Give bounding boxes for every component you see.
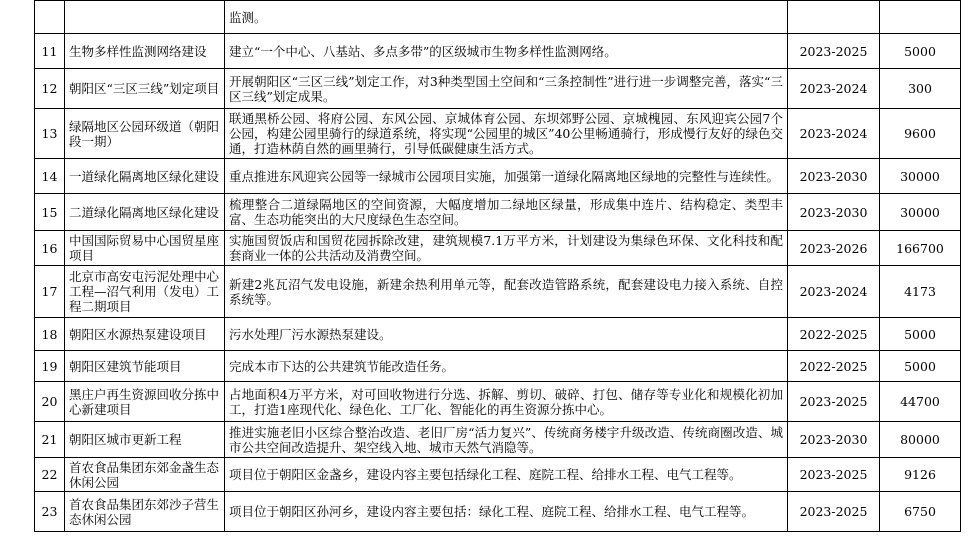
project-description: 完成本市下达的公共建筑节能改造任务。 <box>225 351 788 382</box>
project-period: 2023-2025 <box>788 458 880 492</box>
table-row <box>35 318 961 351</box>
row-number: 23 <box>35 492 65 532</box>
table-row <box>35 351 961 382</box>
table-row <box>35 34 961 69</box>
row-number: 11 <box>35 34 65 69</box>
project-name: 二道绿化隔离地区绿化建设 <box>65 194 225 231</box>
investment-amount: 9600 <box>880 109 961 159</box>
row-number: 13 <box>35 109 65 159</box>
row-number: 21 <box>35 422 65 458</box>
table-row <box>35 492 961 532</box>
row-number: 17 <box>35 266 65 318</box>
investment-amount: 44700 <box>880 382 961 422</box>
project-name: 一道绿化隔离地区绿化建设 <box>65 159 225 194</box>
table-row <box>35 194 961 231</box>
investment-amount: 6750 <box>880 492 961 532</box>
project-description: 项目位于朝阳区金盏乡，建设内容主要包括绿化工程、庭院工程、给排水工程、电气工程等。 <box>225 458 788 492</box>
project-period: 2023-2025 <box>788 492 880 532</box>
project-description: 新建2兆瓦沼气发电设施，新建余热利用单元等，配套改造管路系统，配套建设电力接入系统、自控系统等。 <box>225 266 788 318</box>
project-period: 2023-2026 <box>788 231 880 266</box>
row-number: 12 <box>35 69 65 109</box>
project-name: 朝阳区建筑节能项目 <box>65 351 225 382</box>
row-number: 15 <box>35 194 65 231</box>
project-name: 朝阳区“三区三线”划定项目 <box>65 69 225 109</box>
investment-amount: 30000 <box>880 159 961 194</box>
investment-amount: 80000 <box>880 422 961 458</box>
investment-amount: 5000 <box>880 351 961 382</box>
row-number: 18 <box>35 318 65 351</box>
investment-amount: 4173 <box>880 266 961 318</box>
table-row <box>35 458 961 492</box>
row-number: 14 <box>35 159 65 194</box>
row-number: 20 <box>35 382 65 422</box>
project-period: 2023-2030 <box>788 159 880 194</box>
investment-amount: 30000 <box>880 194 961 231</box>
project-period: 2023-2024 <box>788 266 880 318</box>
project-description: 项目位于朝阳区孙河乡，建设内容主要包括：绿化工程、庭院工程、给排水工程、电气工程等。 <box>225 492 788 532</box>
project-description: 推进实施老旧小区综合整治改造、老旧厂房“活力复兴”、传统商务楼宇升级改造、传统商圈改造、城市公共空间改造提升、架空线入地、城市天然气消隐等。 <box>225 422 788 458</box>
project-description: 实施国贸饭店和国贸花园拆除改建，建筑规模7.1万平方米，计划建设为集绿色环保、文化科技和配套商业一体的公共活动及消费空间。 <box>225 231 788 266</box>
project-name: 朝阳区水源热泵建设项目 <box>65 318 225 351</box>
project-description: 监测。 <box>225 1 788 34</box>
table-row <box>35 422 961 458</box>
project-period: 2023-2025 <box>788 382 880 422</box>
investment-amount: 166700 <box>880 231 961 266</box>
project-description: 污水处理厂污水源热泵建设。 <box>225 318 788 351</box>
table-body <box>35 1 961 532</box>
document-page <box>34 0 961 532</box>
project-name: 生物多样性监测网络建设 <box>65 34 225 69</box>
table-row <box>35 159 961 194</box>
project-description: 建立“一个中心、八基站、多点多带”的区级城市生物多样性监测网络。 <box>225 34 788 69</box>
project-period: 2023-2025 <box>788 34 880 69</box>
project-period: 2023-2030 <box>788 422 880 458</box>
row-number: 16 <box>35 231 65 266</box>
project-period: 2022-2025 <box>788 351 880 382</box>
project-name: 北京市高安屯污泥处理中心工程—沼气利用（发电）工程二期项目 <box>65 266 225 318</box>
project-name: 绿隔地区公园环级道（朝阳段一期） <box>65 109 225 159</box>
project-period <box>788 1 880 34</box>
investment-amount <box>880 1 961 34</box>
investment-amount: 5000 <box>880 318 961 351</box>
project-name: 朝阳区城市更新工程 <box>65 422 225 458</box>
row-number: 19 <box>35 351 65 382</box>
project-period: 2022-2025 <box>788 318 880 351</box>
table-row <box>35 266 961 318</box>
investment-amount: 9126 <box>880 458 961 492</box>
row-number <box>35 1 65 34</box>
table-row <box>35 231 961 266</box>
project-description: 开展朝阳区“三区三线”划定工作，对3种类型国土空间和“三条控制性”进行进一步调整完善，落实“三区三线”划定成果。 <box>225 69 788 109</box>
project-name: 中国国际贸易中心国贸星座项目 <box>65 231 225 266</box>
project-name <box>65 1 225 34</box>
project-description: 联通黑桥公园、将府公园、东风公园、京城体育公园、东坝郊野公园、京城槐园、东风迎宾公园7个公园，构建公园里骑行的绿道系统，将实现“公园里的城区”40公里畅通骑行，形成慢行友好的绿色交通，打造林荫自然的画里骑行，引导低碳健康生活方式。 <box>225 109 788 159</box>
project-name: 首农食品集团东郊沙子营生态休闲公园 <box>65 492 225 532</box>
project-name: 黑庄户再生资源回收分拣中心新建项目 <box>65 382 225 422</box>
table-row <box>35 109 961 159</box>
project-period: 2023-2030 <box>788 194 880 231</box>
investment-amount: 5000 <box>880 34 961 69</box>
project-table <box>34 0 961 532</box>
project-description: 重点推进东风迎宾公园等一绿城市公园项目实施，加强第一道绿化隔离地区绿地的完整性与连续性。 <box>225 159 788 194</box>
row-number: 22 <box>35 458 65 492</box>
table-row <box>35 382 961 422</box>
table-row <box>35 1 961 34</box>
project-description: 梳理整合二道绿隔地区的空间资源，大幅度增加二绿地区绿量，形成集中连片、结构稳定、类型丰富、生态功能突出的大尺度绿色生态空间。 <box>225 194 788 231</box>
project-name: 首农食品集团东郊金盏生态休闲公园 <box>65 458 225 492</box>
investment-amount: 300 <box>880 69 961 109</box>
project-period: 2023-2024 <box>788 109 880 159</box>
project-description: 占地面积4万平方米，对可回收物进行分选、拆解、剪切、破碎、打包、储存等专业化和规模化初加工，打造1座现代化、绿色化、工厂化、智能化的再生资源分拣中心。 <box>225 382 788 422</box>
project-period: 2023-2024 <box>788 69 880 109</box>
table-row <box>35 69 961 109</box>
